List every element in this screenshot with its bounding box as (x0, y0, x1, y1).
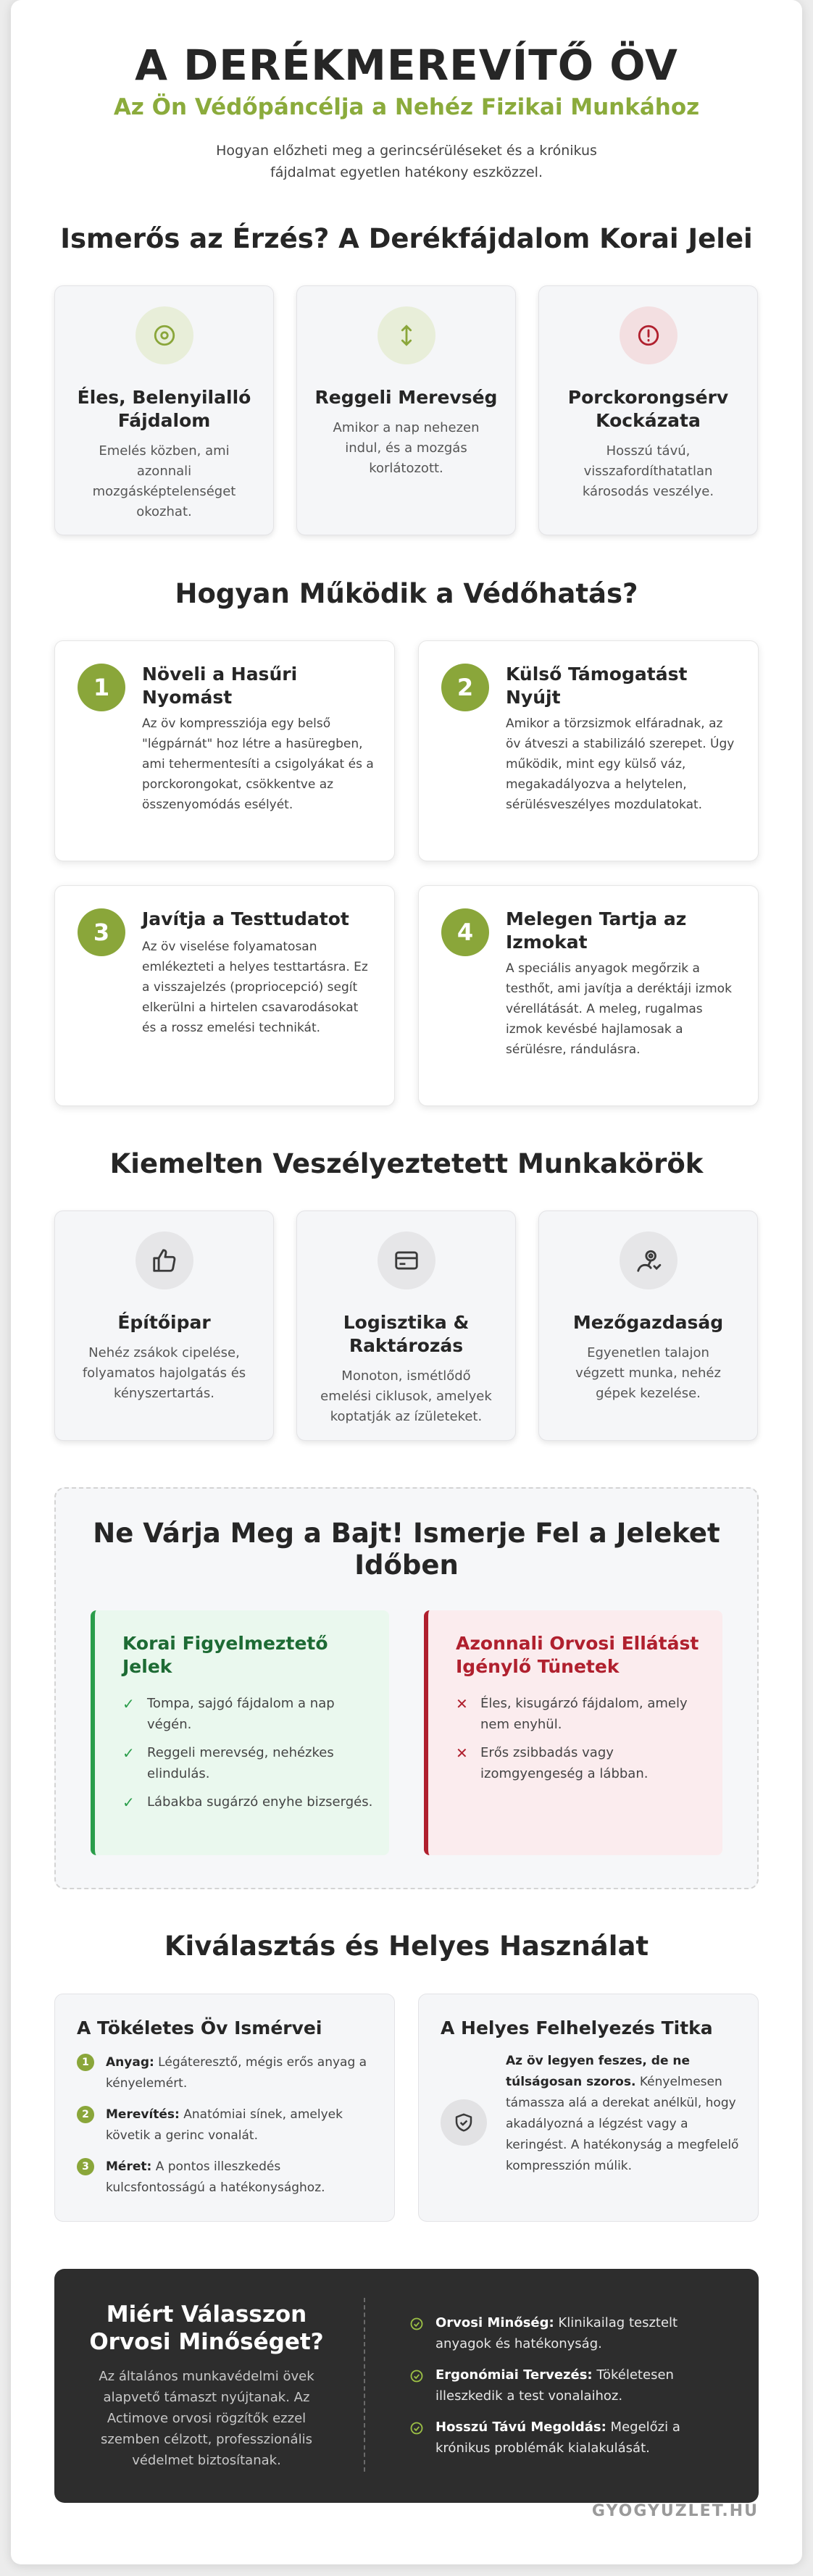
early-signs-panel (91, 1610, 389, 1855)
job-title: Építőipar (117, 1312, 211, 1333)
check-icon: ✓ (122, 1695, 135, 1713)
feature-number-badge: 1 (77, 2054, 94, 2071)
list-item: ✕ Éles, kisugárzó fájdalom, amely nem enyhül. (456, 1695, 688, 1732)
step-text: Amikor a törzsizmok elfáradnak, az öv átveszi a stabilizáló szerepet. Úgy működik, mint egy külső váz, megakadályozva a helytelen, sérülésveszélyes mozdulatokat. (506, 716, 735, 812)
job-card (538, 1210, 758, 1441)
features-card (54, 1994, 395, 2222)
divider (364, 2298, 365, 2472)
usage-title: A Helyes Felhelyezés Titka (441, 2017, 713, 2038)
symptom-title: Reggeli Merevség (314, 387, 498, 408)
step-number-badge: 1 (78, 664, 125, 711)
x-icon: ✕ (456, 1744, 468, 1762)
usage-card (418, 1994, 759, 2222)
vertical-arrows-icon (378, 306, 435, 364)
check-circle-icon (409, 2421, 424, 2442)
page-title: A DERÉKMEREVÍTŐ ÖV (135, 41, 678, 90)
check-circle-icon (409, 2369, 424, 2390)
job-card (54, 1210, 274, 1441)
job-text: Nehéz zsákok cipelése, folyamatos hajolgatás és kényszertartás. (82, 1345, 246, 1401)
step-text: A speciális anyagok megőrzik a testhőt, ami javítja a deréktáji izmok vérellátását. A meleg, rugalmas izmok kevésbé hajlamosak a sérülésre, rándulásra. (506, 961, 732, 1057)
page-subtitle: Az Ön Védőpáncélja a Nehéz Fizikai Munkához (113, 94, 700, 120)
how-step-card (418, 640, 759, 861)
symptom-card (54, 285, 274, 535)
how-title: Hogyan Működik a Védőhatás? (175, 578, 638, 609)
usage-text: Az öv legyen feszes, de ne túlságosan szoros. Kényelmesen támassza alá a derekat anélkül, hogy akadályozná a légzést vagy a keringést. A hatékonyság a megfelelő kompresszión múlik. (506, 2054, 739, 2173)
credit-card-icon (378, 1231, 435, 1289)
symptom-text: Emelés közben, ami azonnali mozgásképtelenséget okozhat. (92, 443, 236, 519)
alert-circle-icon (620, 306, 678, 364)
step-text: Az öv kompressziója egy belső "légpárnát" hoz létre a hasüregben, ami tehermentesíti a csigolyákat és a porckorongokat, csökkentve az összenyomódás esélyét. (142, 716, 374, 812)
step-number-badge: 2 (441, 664, 489, 711)
check-circle-icon (409, 2317, 424, 2338)
how-step-card (418, 885, 759, 1106)
step-text: Az öv viselése folyamatosan emlékezteti a helyes testtartásra. Ez a visszajelzés (propriocepció) segít elkerülni a hirtelen csavarodásokat és a rossz emelési technikát. (142, 940, 368, 1035)
why-text: Az általános munkavédelmi övek alapvető támaszt nyújtanak. Az Actimove orvosi rögzítők ezzel szemben célzott, professzionális védelmet biztosítanak. (99, 2369, 314, 2468)
symptom-title: Éles, Belenyilalló Fájdalom (77, 387, 251, 431)
how-step-card (54, 885, 395, 1106)
job-title: Mezőgazdaság (572, 1312, 724, 1333)
features-title: A Tökéletes Öv Ismérvei (77, 2017, 322, 2038)
list-item: Ergonómiai Tervezés: Tökéletesen illeszkedik a test vonalaihoz. (409, 2364, 735, 2406)
symptom-card (296, 285, 516, 535)
job-card (296, 1210, 516, 1441)
warning-title: Ne Várja Meg a Bajt! Ismerje Fel a Jeleket Időben (93, 1518, 720, 1581)
thumbs-up-icon (136, 1231, 193, 1289)
urgent-signs-panel (424, 1610, 722, 1855)
check-icon: ✓ (122, 1794, 135, 1811)
intro-text: Hogyan előzheti meg a gerincsérüléseket és a krónikus fájdalmat egyetlen hatékony eszközzel. (216, 143, 597, 180)
step-number-badge: 4 (441, 908, 489, 956)
job-text: Egyenetlen talajon végzett munka, nehéz gépek kezelése. (575, 1345, 721, 1401)
step-number-badge: 3 (78, 908, 125, 956)
list-item: ✓ Tompa, sajgó fájdalom a nap végén. (122, 1695, 335, 1732)
feature-item: 1 Anyag: Légáteresztő, mégis erős anyag a kényelemért. (77, 2052, 378, 2094)
early-signs-title: Korai Figyelmeztető Jelek (122, 1633, 328, 1677)
why-medical-panel (54, 2269, 759, 2503)
jobs-title: Kiemelten Veszélyeztetett Munkakörök (109, 1148, 704, 1179)
selection-title: Kiválasztás és Helyes Használat (164, 1931, 649, 1962)
warning-signs-box (54, 1487, 759, 1889)
infographic-page (11, 0, 802, 2564)
feature-item: 3 Méret: A pontos illeszkedés kulcsfontosságú a hatékonysághoz. (77, 2157, 378, 2199)
shield-check-icon (441, 2099, 487, 2146)
job-text: Monoton, ismétlődő emelési ciklusok, amelyek koptatják az ízületeket. (320, 1368, 492, 1424)
symptoms-title: Ismerős az Érzés? A Derékfájdalom Korai Jelei (60, 223, 753, 254)
step-title: Külső Támogatást Nyújt (506, 664, 688, 708)
feature-item: 2 Merevítés: Anatómiai sínek, amelyek követik a gerinc vonalát. (77, 2104, 378, 2146)
how-step-card (54, 640, 395, 861)
x-icon: ✕ (456, 1695, 468, 1713)
list-item: Hosszú Távú Megoldás: Megelőzi a krónikus problémák kialakulását. (409, 2417, 735, 2459)
feature-number-badge: 3 (77, 2158, 94, 2175)
feature-number-badge: 2 (77, 2106, 94, 2123)
list-item: ✓ Reggeli merevség, nehézkes elindulás. (122, 1744, 334, 1781)
symptom-card (538, 285, 758, 535)
check-icon: ✓ (122, 1744, 135, 1762)
symptom-title: Porckorongsérv Kockázata (567, 387, 729, 431)
list-item: Orvosi Minőség: Klinikailag tesztelt anyagok és hatékonyság. (409, 2312, 735, 2354)
step-title: Javítja a Testtudatot (142, 908, 349, 929)
step-title: Növeli a Hasűri Nyomást (142, 664, 298, 708)
step-title: Melegen Tartja az Izmokat (506, 908, 687, 953)
urgent-signs-title: Azonnali Orvosi Ellátást Igénylő Tünetek (456, 1633, 699, 1677)
job-title: Logisztika & Raktározás (343, 1312, 470, 1356)
list-item: ✓ Lábakba sugárzó enyhe bizsergés. (122, 1791, 376, 1812)
symptom-text: Amikor a nap nehezen indul, és a mozgás korlátozott. (333, 420, 480, 476)
symptom-text: Hosszú távú, visszafordíthatatlan károsodás veszélye. (582, 443, 714, 499)
why-title: Miért Válasszon Orvosi Minőséget? (89, 2301, 324, 2355)
footer-brand[interactable]: GYOGYUZLET.HU (591, 2502, 759, 2520)
target-icon (136, 306, 193, 364)
list-item: ✕ Erős zsibbadás vagy izomgyengeség a lábban. (456, 1744, 649, 1781)
person-map-pin-icon (620, 1231, 678, 1289)
